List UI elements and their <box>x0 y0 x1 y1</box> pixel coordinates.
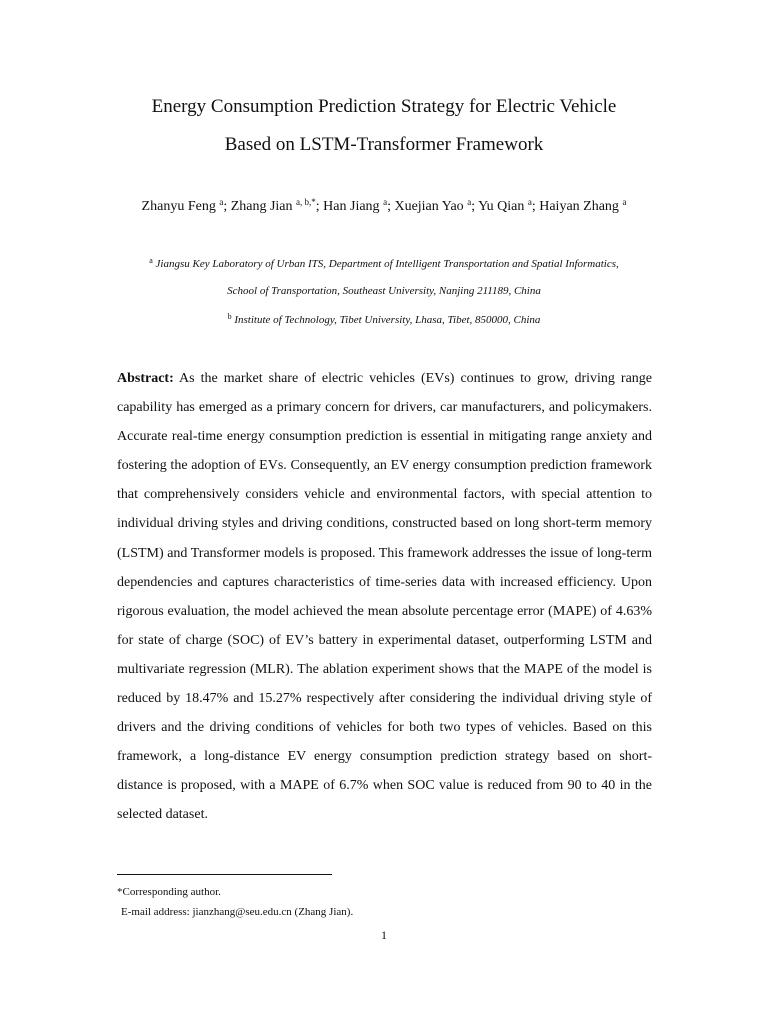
author-affiliation-marker: a <box>622 197 627 207</box>
author-name: Xuejian Yao <box>394 199 464 214</box>
affiliation-b-line <box>0 314 768 326</box>
affiliation-a-line-2: School of Transportation, Southeast University, Nanjing 211189, China <box>227 285 541 297</box>
author-separator: ; <box>471 199 479 214</box>
footnote-separator <box>117 874 332 875</box>
author-name: Yu Qian <box>478 199 525 214</box>
author-name: Haiyan Zhang <box>539 199 619 214</box>
footnote-corresponding-author: *Corresponding author. <box>117 886 221 898</box>
author-affiliation-marker: a <box>383 197 388 207</box>
footnote-email: E-mail address: jianzhang@seu.edu.cn (Zhang Jian). <box>121 906 354 918</box>
author-separator: ; <box>223 199 231 214</box>
author-separator: ; <box>531 199 540 214</box>
page-number: 1 <box>381 928 387 942</box>
author-name: Han Jiang <box>323 199 380 214</box>
author-list <box>0 199 768 215</box>
abstract <box>117 364 652 830</box>
author-name: Zhang Jian <box>230 199 293 214</box>
author-affiliation-marker: a <box>467 197 472 207</box>
author-affiliation-marker: a <box>527 197 532 207</box>
affiliation-a-line-1 <box>0 258 768 270</box>
affiliation-b-text: Institute of Technology, Tibet University, Lhasa, Tibet, 850000, China <box>234 314 541 326</box>
author-name: Zhanyu Feng <box>141 199 216 214</box>
author-separator: ; <box>387 199 395 214</box>
paper-title-line-1: Energy Consumption Prediction Strategy for Electric Vehicle <box>151 96 617 117</box>
author-separator: ; <box>315 199 324 214</box>
abstract-label: Abstract: <box>117 371 174 386</box>
affiliation-b-marker: b <box>227 312 232 321</box>
affiliation-a-marker: a <box>149 256 153 265</box>
author-affiliation-marker: a <box>219 197 224 207</box>
paper-title-line-2: Based on LSTM-Transformer Framework <box>224 134 544 155</box>
affiliation-a-text: Jiangsu Key Laboratory of Urban ITS, Department of Intelligent Transportation and Spatial Informatics, <box>155 258 619 270</box>
abstract-text: As the market share of electric vehicles (EVs) continues to grow, driving range capability has emerged as a primary concern for drivers, car manufacturers, and policymakers. Accurate real-time energy consumption prediction is essential in mitigating range anxiety and fostering the adoption of EVs. Consequently, an EV energy consumption prediction framework that comprehensively considers vehicle and environmental factors, with special attention to individual driving styles and driving conditions, constructed based on long short-term memory (LSTM) and Transformer models is proposed. This framework addresses the issue of long-term dependencies and captures characteristics of time-series data with increased efficiency. Upon rigorous evaluation, the model achieved the mean absolute percentage error (MAPE) of 4.63% for state of charge (SOC) of EV’s battery in experimental dataset, outperforming LSTM and multivariate regression (MLR). The ablation experiment shows that the MAPE of the model is reduced by 18.47% and 15.27% respectively after considering the individual driving style of drivers and the driving conditions of vehicles for both two types of vehicles. Based on this framework, a long-distance EV energy consumption prediction strategy based on short-distance is proposed, with a MAPE of 6.7% when SOC value is reduced from 90 to 40 in the selected dataset. <box>117 371 652 823</box>
author-affiliation-marker: a, b,* <box>296 197 316 207</box>
